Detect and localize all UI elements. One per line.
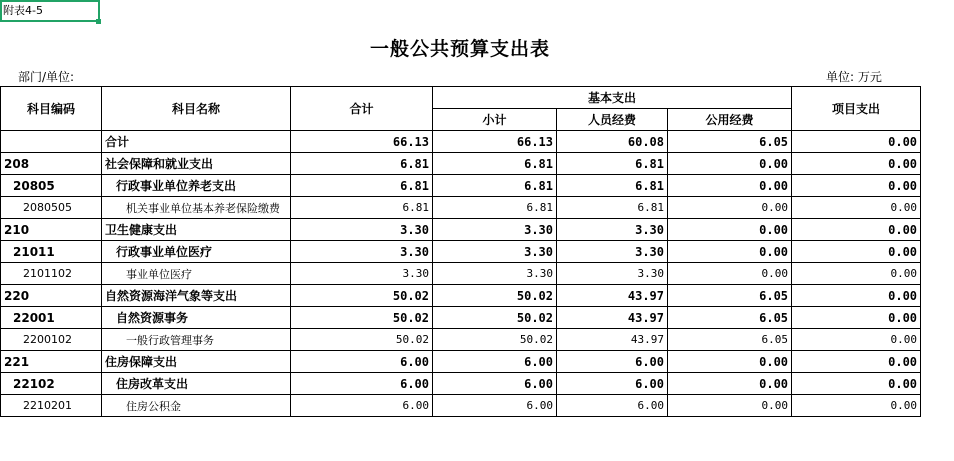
- table-row: [1, 351, 921, 373]
- code-cell[interactable]: 20805: [1, 175, 102, 197]
- table-row: [1, 175, 921, 197]
- code-cell[interactable]: 221: [1, 351, 102, 373]
- name-cell[interactable]: 自然资源事务: [102, 307, 291, 329]
- public-cell[interactable]: 0.00: [668, 197, 792, 219]
- project-cell[interactable]: 0.00: [792, 197, 921, 219]
- unit-label: 单位: 万元: [826, 70, 882, 84]
- header-personnel[interactable]: 人员经费: [557, 109, 668, 131]
- personnel-cell[interactable]: 6.81: [557, 197, 668, 219]
- name-cell[interactable]: 卫生健康支出: [102, 219, 291, 241]
- public-cell[interactable]: 0.00: [668, 153, 792, 175]
- subtotal-cell[interactable]: 6.00: [433, 373, 557, 395]
- total-cell[interactable]: 6.81: [291, 197, 433, 219]
- code-cell[interactable]: 22102: [1, 373, 102, 395]
- subtotal-cell[interactable]: 50.02: [433, 329, 557, 351]
- subtotal-cell[interactable]: 6.81: [433, 197, 557, 219]
- code-cell[interactable]: 2101102: [1, 263, 102, 285]
- dept-label: 部门/单位:: [18, 70, 75, 84]
- project-cell[interactable]: 0.00: [792, 219, 921, 241]
- public-cell[interactable]: 0.00: [668, 175, 792, 197]
- public-cell[interactable]: 6.05: [668, 329, 792, 351]
- project-cell[interactable]: 0.00: [792, 395, 921, 417]
- code-cell[interactable]: 21011: [1, 241, 102, 263]
- project-cell[interactable]: 0.00: [792, 373, 921, 395]
- public-cell[interactable]: 0.00: [668, 395, 792, 417]
- subtotal-cell[interactable]: 66.13: [433, 131, 557, 153]
- public-cell[interactable]: 6.05: [668, 131, 792, 153]
- table-row: [1, 307, 921, 329]
- table-row: [1, 153, 921, 175]
- name-cell[interactable]: 住房改革支出: [102, 373, 291, 395]
- project-cell[interactable]: 0.00: [792, 153, 921, 175]
- public-cell[interactable]: 0.00: [668, 263, 792, 285]
- total-cell[interactable]: 6.81: [291, 153, 433, 175]
- total-cell[interactable]: 6.00: [291, 373, 433, 395]
- name-cell[interactable]: 事业单位医疗: [102, 263, 291, 285]
- total-cell[interactable]: 6.00: [291, 351, 433, 373]
- name-cell[interactable]: 行政事业单位养老支出: [102, 175, 291, 197]
- personnel-cell[interactable]: 43.97: [557, 307, 668, 329]
- fill-handle[interactable]: [96, 19, 101, 24]
- project-cell[interactable]: 0.00: [792, 175, 921, 197]
- table-row: [1, 329, 921, 351]
- total-cell[interactable]: 3.30: [291, 263, 433, 285]
- subtotal-cell[interactable]: 6.81: [433, 175, 557, 197]
- budget-table: [0, 86, 921, 417]
- personnel-cell[interactable]: 6.00: [557, 351, 668, 373]
- total-cell[interactable]: 66.13: [291, 131, 433, 153]
- name-cell[interactable]: 一般行政管理事务: [102, 329, 291, 351]
- public-cell[interactable]: 0.00: [668, 373, 792, 395]
- name-cell[interactable]: 机关事业单位基本养老保险缴费: [102, 197, 291, 219]
- code-cell[interactable]: 2200102: [1, 329, 102, 351]
- code-cell[interactable]: 208: [1, 153, 102, 175]
- subtotal-cell[interactable]: 3.30: [433, 263, 557, 285]
- subtotal-cell[interactable]: 3.30: [433, 219, 557, 241]
- subtotal-cell[interactable]: 6.81: [433, 153, 557, 175]
- name-cell[interactable]: 自然资源海洋气象等支出: [102, 285, 291, 307]
- table-row: [1, 197, 921, 219]
- subtotal-cell[interactable]: 50.02: [433, 307, 557, 329]
- personnel-cell[interactable]: 43.97: [557, 329, 668, 351]
- personnel-cell[interactable]: 6.81: [557, 175, 668, 197]
- subtotal-cell[interactable]: 50.02: [433, 285, 557, 307]
- table-row: [1, 285, 921, 307]
- table-row: [1, 219, 921, 241]
- header-public[interactable]: 公用经费: [668, 109, 792, 131]
- total-cell[interactable]: 3.30: [291, 241, 433, 263]
- project-cell[interactable]: 0.00: [792, 351, 921, 373]
- page-title: 一般公共预算支出表: [369, 38, 550, 60]
- name-cell[interactable]: 合计: [102, 131, 291, 153]
- project-cell[interactable]: 0.00: [792, 241, 921, 263]
- total-cell[interactable]: 6.81: [291, 175, 433, 197]
- code-cell[interactable]: 2210201: [1, 395, 102, 417]
- subtotal-cell[interactable]: 6.00: [433, 351, 557, 373]
- total-cell[interactable]: 50.02: [291, 307, 433, 329]
- subtotal-cell[interactable]: 3.30: [433, 241, 557, 263]
- code-cell[interactable]: 220: [1, 285, 102, 307]
- table-row: [1, 241, 921, 263]
- personnel-cell[interactable]: 43.97: [557, 285, 668, 307]
- header-subtotal[interactable]: 小计: [433, 109, 557, 131]
- cell-ref-text: 附表4-5: [3, 4, 43, 17]
- header-code[interactable]: 科目编码: [1, 87, 102, 131]
- code-cell[interactable]: [1, 131, 102, 153]
- public-cell[interactable]: 0.00: [668, 351, 792, 373]
- table-row: [1, 395, 921, 417]
- public-cell[interactable]: 0.00: [668, 241, 792, 263]
- public-cell[interactable]: 0.00: [668, 219, 792, 241]
- personnel-cell[interactable]: 6.00: [557, 395, 668, 417]
- name-cell[interactable]: 住房保障支出: [102, 351, 291, 373]
- header-name[interactable]: 科目名称: [102, 87, 291, 131]
- personnel-cell[interactable]: 3.30: [557, 241, 668, 263]
- project-cell[interactable]: 0.00: [792, 285, 921, 307]
- code-cell[interactable]: 2080505: [1, 197, 102, 219]
- code-cell[interactable]: 210: [1, 219, 102, 241]
- project-cell[interactable]: 0.00: [792, 329, 921, 351]
- total-cell[interactable]: 3.30: [291, 219, 433, 241]
- personnel-cell[interactable]: 6.00: [557, 373, 668, 395]
- personnel-cell[interactable]: 3.30: [557, 263, 668, 285]
- subtotal-cell[interactable]: 6.00: [433, 395, 557, 417]
- project-cell[interactable]: 0.00: [792, 263, 921, 285]
- code-cell[interactable]: 22001: [1, 307, 102, 329]
- personnel-cell[interactable]: 6.81: [557, 153, 668, 175]
- name-cell[interactable]: 行政事业单位医疗: [102, 241, 291, 263]
- name-cell[interactable]: 社会保障和就业支出: [102, 153, 291, 175]
- total-cell[interactable]: 50.02: [291, 329, 433, 351]
- project-cell[interactable]: 0.00: [792, 131, 921, 153]
- personnel-cell[interactable]: 3.30: [557, 219, 668, 241]
- header-total[interactable]: 合计: [291, 87, 433, 131]
- total-cell[interactable]: 50.02: [291, 285, 433, 307]
- table-row: [1, 373, 921, 395]
- active-cell[interactable]: [0, 0, 100, 22]
- personnel-cell[interactable]: 60.08: [557, 131, 668, 153]
- total-cell[interactable]: 6.00: [291, 395, 433, 417]
- public-cell[interactable]: 6.05: [668, 307, 792, 329]
- table-row: [1, 263, 921, 285]
- public-cell[interactable]: 6.05: [668, 285, 792, 307]
- project-cell[interactable]: 0.00: [792, 307, 921, 329]
- header-project[interactable]: 项目支出: [792, 87, 921, 131]
- header-basic[interactable]: 基本支出: [433, 87, 792, 109]
- name-cell[interactable]: 住房公积金: [102, 395, 291, 417]
- table-row: [1, 131, 921, 153]
